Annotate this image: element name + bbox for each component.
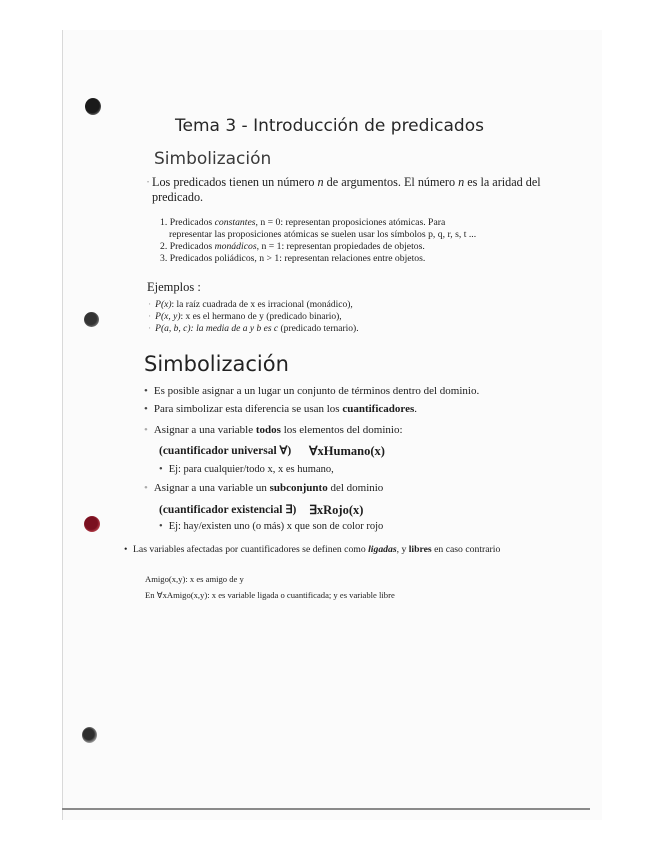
page-left-edge [62, 30, 63, 820]
list-item: 1. Predicados constantes, n = 0: representan proposiciones atómicas. Para [160, 217, 446, 228]
list-item: • Es posible asignar a un lugar un conjunto de términos dentro del dominio. [144, 385, 480, 397]
page-title: Tema 3 - Introducción de predicados [175, 116, 484, 136]
binder-hole-bottom [82, 727, 97, 743]
list-item: · P(x): la raíz cuadrada de x es irracional (monádico), [148, 300, 353, 310]
list-item-continuation: representar las proposiciones atómicas se suelen usar los símbolos p, q, r, s, t ... [169, 229, 477, 240]
examples-heading: Ejemplos : [147, 280, 201, 294]
section2-heading: Simbolización [144, 352, 289, 376]
existential-quantifier-label: (cuantificador existencial ∃) [159, 504, 297, 516]
existential-quantifier-line [159, 502, 364, 517]
binder-hole-lower-middle [84, 516, 100, 532]
predicates-intro: · Los predicados tienen un número n de argumentos. El número n es la aridad del predicado. [146, 175, 541, 204]
universal-example: • Ej: para cualquier/todo x, x es humano, [159, 464, 334, 475]
list-item: • Asignar a una variable todos los elementos del dominio: [144, 424, 403, 436]
existential-example: • Ej: hay/existen uno (o más) x que son de color rojo [159, 521, 384, 532]
binder-hole-top [85, 98, 101, 115]
list-item: · P(x, y): x es el hermano de y (predicado binario), [148, 312, 342, 323]
bullet-dot: · [146, 175, 151, 189]
existential-formula: ∃xRojo(x) [309, 503, 364, 517]
universal-formula: ∀xHumano(x) [309, 444, 385, 458]
amigo-bound-free-note: En ∀xAmigo(x,y): x es variable ligada o cuantificada; y es variable libre [145, 590, 395, 600]
predicate-types-list [160, 217, 550, 265]
universal-quantifier-line [159, 443, 385, 458]
page-bottom-edge [62, 808, 590, 810]
examples-list [148, 299, 359, 336]
list-item: • Para simbolizar esta diferencia se usan los cuantificadores. [144, 403, 417, 415]
section1-heading: Simbolización [154, 149, 272, 169]
list-item: 2. Predicados monádicos, n = 1: representan propiedades de objetos. [160, 241, 425, 252]
binder-hole-upper-middle [84, 312, 99, 327]
list-item: · P(a, b, c): la media de a y b es c (predicado ternario). [148, 324, 359, 335]
bound-free-variables: • Las variables afectadas por cuantificadores se definen como ligadas, y libres en caso contrario [124, 544, 501, 555]
amigo-definition: Amigo(x,y): x es amigo de y [145, 574, 244, 584]
list-item: • Asignar a una variable un subconjunto del dominio [144, 482, 384, 494]
universal-quantifier-label: (cuantificador universal ∀) [159, 445, 292, 457]
list-item: 3. Predicados poliádicos, n > 1: representan relaciones entre objetos. [160, 253, 426, 264]
